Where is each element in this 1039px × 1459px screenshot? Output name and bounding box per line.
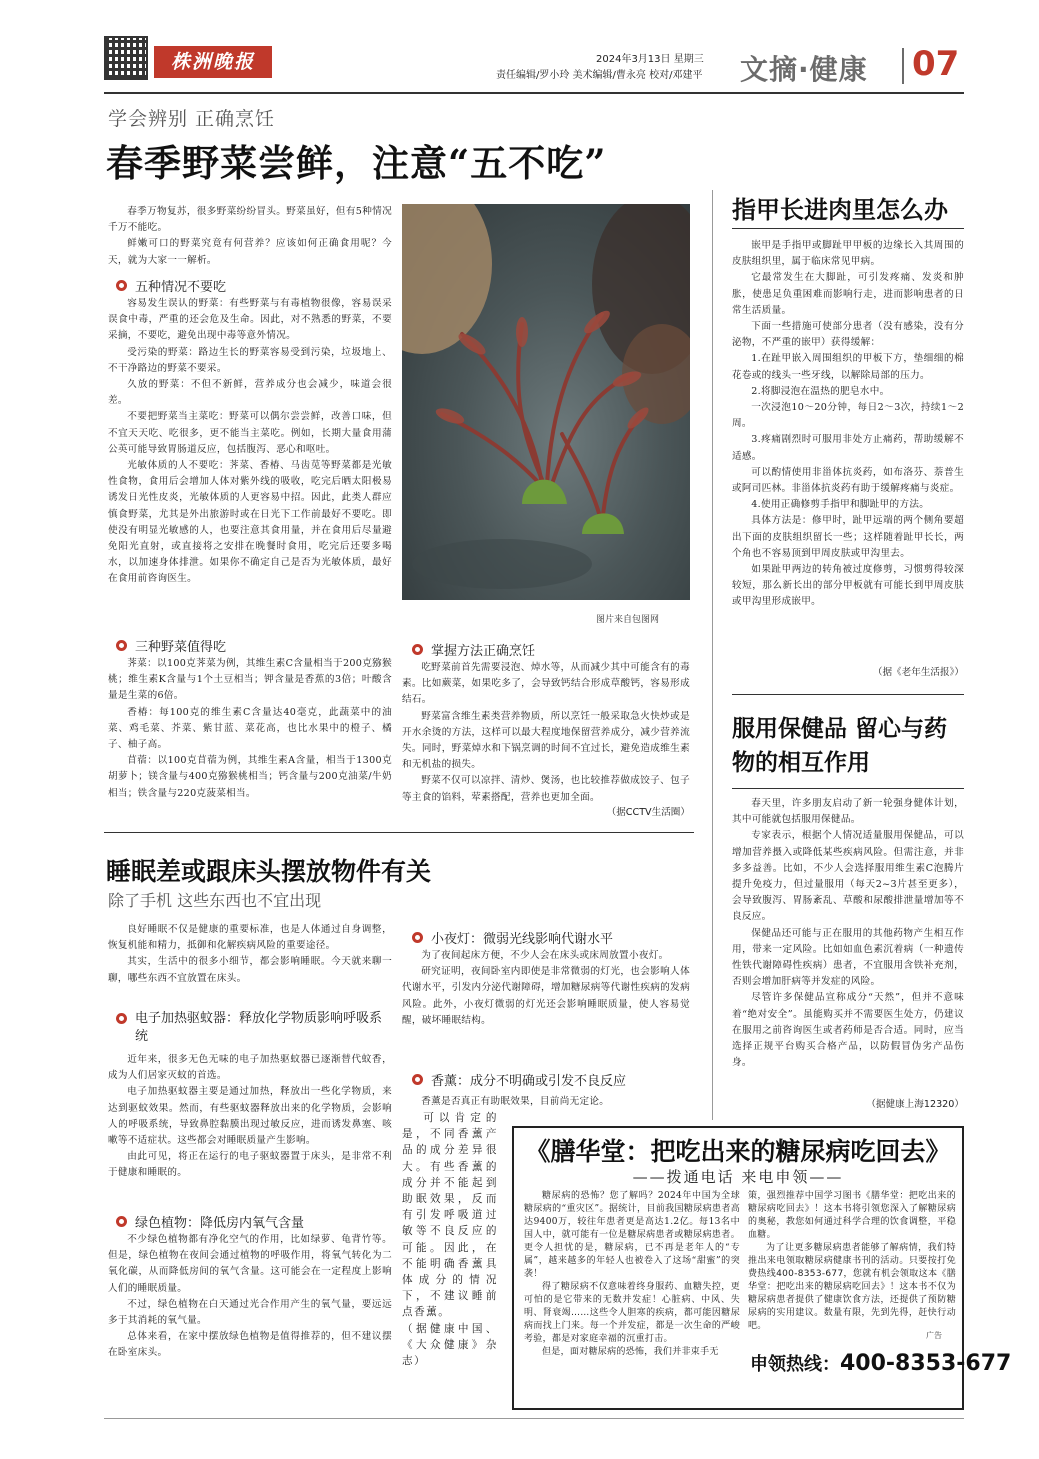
ring-bullet-icon [116,1013,127,1024]
nail-p8: 可以酌情使用非甾体抗炎药，如布洛芬、萘普生或阿司匹林。非甾体抗炎药有助于缓解疼痛与炎症。 [732,466,964,495]
sleep-sec3-title: 小夜灯：微弱光线影响代谢水平 [431,932,614,947]
sleep-sec2-p3: 总体来看，在家中摆放绿色植物是值得推荐的，但不建议摆在卧室床头。 [108,1331,392,1359]
editor-credits: 责任编辑/罗小玲 美术编辑/曹永亮 校对/邓建平 [496,70,703,81]
sleep-intro-p1: 良好睡眠不仅是健康的重要标准，也是人体通过自身调整，恢复机能和精力，抵御和化解疾病风险的重要途径。 [108,924,392,952]
main-title: 春季野菜尝鲜，注意“五不吃” [106,141,607,185]
ad-left-p2: 得了糖尿病不仅意味着终身服药、血糖失控，更可怕的是它带来的无数并发症！心脏病、中风、失明、肾衰竭……这些令人胆寒的疾病，都可能因糖尿病而找上门来。每一个并发症，都是一次生命的严峻考验，都是对家庭幸福的沉重打击。 [524,1282,740,1344]
health-p3: 保健品还可能与正在服用的其他药物产生相互作用，带来一定风险。比如如血色素沉着病（一种遗传性铁代谢障碍性疾病）患者，不宜服用含铁补充剂，否则会增加肝病等并发症的风险。 [732,927,964,988]
header-rule [104,92,964,94]
main-sec1-p2: 受污染的野菜：路边生长的野菜容易受到污染，垃圾地上、不干净路边的野菜不要采。 [108,346,392,374]
masthead-logo: 株洲晚报 [154,46,272,78]
main-sec3-body [402,660,690,806]
ring-bullet-icon [116,280,127,291]
main-sec2-head [116,636,226,655]
health-source: （据健康上海12320） [866,1099,964,1110]
sleep-sec4-col-p: 可以肯定的是，不同香薰产品的成分差异很大。有些香薰的成分并不能起到助眠效果，反而有引发呼吸道过敏等不良反应的可能。因此，在不能明确香薰具体成分的情况下，不建议睡前点香薰。 [402,1112,498,1319]
issue-date: 2024年3月13日 星期三 [596,54,704,65]
sleep-sec3-head [412,928,613,947]
main-sec1-body [108,296,392,588]
sleep-source: （据健康中国、《大众健康》杂志） [402,1322,498,1368]
sleep-sec1-p3: 由此可见，将正在运行的电子驱蚊器置于床头，是非常不利于健康和睡眠的。 [108,1151,392,1179]
health-title: 服用保健品 留心与药物的相互作用 [732,715,948,776]
main-sec2-p1: 荠菜：以100克荠菜为例，其维生素C含量相当于200克猕猴桃；维生素K含量与1个土豆相当；钾含量是香蕉的3倍；叶酸含量是生菜的6倍。 [108,658,392,702]
footer-rule [104,1418,964,1419]
sleep-title: 睡眠差或跟床头摆放物件有关 [106,857,432,886]
sleep-sec4-head [412,1070,626,1089]
ring-bullet-icon [412,932,423,943]
sleep-sec2-title: 绿色植物：降低房内氧气含量 [135,1216,305,1231]
sleep-subtitle: 除了手机 这些东西也不宜出现 [108,891,322,910]
ad-left-p1: 糖尿病的恐怖？您了解吗？2024年中国为全球糖尿病的“重灾区”。据统计，目前我国糖尿病患者高达9400万，较往年患者更是高达1.2亿。每13名中国人中，就可能有一位是糖尿病患者或糖尿病患者。更令人担忧的是，糖尿病，已不再是老年人的“专属”，越来越多的年轻人也被卷入了这场“甜蜜”的突袭！ [524,1191,740,1279]
main-sec1-p5: 光敏体质的人不要吃：荠菜、香椿、马齿苋等野菜都是光敏性食物，食用后会增加人体对紫外线的吸收，吃完后晒太阳极易诱发日光性皮炎，光敏体质的人更容易中招。因此，此类人群应慎食野菜，尤其是外出旅游时或在日光下工作前最好不要吃。即使没有明显光敏感的人，也要注意其食用量，并在食用后尽量避免阳光直射，或直接将之安排在晚餐时食用，吃完后还要多喝水，以加速身体排泄。如果你不确定自己是否为光敏体质，最好在食用前咨询医生。 [108,460,392,585]
nail-p10: 具体方法是：修甲时，趾甲远端的两个侧角要超出下面的皮肤组织留长一些；这样随着趾甲长长，两个角也不容易顶到甲周皮肤或甲沟里去。 [732,515,964,559]
sleep-sec2-p2: 不过，绿色植物在白天通过光合作用产生的氧气量，要远远多于其消耗的氧气量。 [108,1298,392,1327]
main-sec2-p2: 香椿：每100克的维生素C含量达40毫克，此蔬菜中的油菜、鸡毛菜、芥菜、紫甘蓝、菜花高，也比水果中的橙子、橘子、柚子高。 [108,706,392,751]
main-source: （据CCTV生活圈） [606,807,690,818]
ring-bullet-icon [412,644,423,655]
nail-p7: 3.疼痛剧烈时可服用非处方止痛药，帮助缓解不适感。 [732,434,964,462]
main-sec1-p3: 久放的野菜：不但不新鲜，营养成分也会减少，味道会很差。 [108,379,392,407]
sleep-sec1-p2: 电子加热驱蚊器主要是通过加热，释放出一些化学物质，来达到驱蚊效果。然而，有些驱蚊器释放出来的化学物质，会影响人的呼吸系统，导致鼻腔黏膜出现过敏反应，进而诱发鼻塞、咳嗽等不适症状。这些都会对睡眠质量产生影响。 [108,1086,392,1147]
sleep-sec1-p1: 近年来，很多无色无味的电子加热驱蚊器已逐渐替代蚊香，成为人们居家灭蚊的首选。 [108,1054,392,1082]
main-intro-p1: 春季万物复苏，很多野菜纷纷冒头。野菜虽好，但有5种情况千万不能吃。 [108,206,392,234]
nail-p6: 一次浸泡10～20分钟，每日2～3次，持续1～2周。 [732,402,964,430]
middle-rule [104,832,694,833]
sleep-sec3-p1: 为了夜间起床方便，不少人会在床头或床周放置小夜灯。 [421,950,669,961]
main-intro-p2: 鲜嫩可口的野菜究竟有何营养？应该如何正确食用呢？今天，就为大家一一解析。 [108,238,392,266]
health-title-rule [732,788,964,789]
nail-source: （据《老年生活报》） [872,667,964,678]
ad-mark: 广告 [926,1331,942,1340]
nail-p4: 1.在趾甲嵌入周围组织的甲板下方，垫细细的棉花卷或的线头一些牙线，以解除局部的压力。 [732,353,964,381]
ad-subtitle: ——拨通电话 来电申领—— [632,1168,844,1186]
main-sec1-p1: 容易发生误认的野菜：有些野菜与有毒植物很像，容易误采误食中毒，严重的还会危及生命。因此，对不熟悉的野菜，不要采摘，不要吃，避免出现中毒等意外情况。 [108,298,392,342]
sleep-sec1-body [108,1052,392,1182]
page-number: 07 [912,44,960,84]
main-sec2-body [108,656,392,802]
ring-bullet-icon [116,1216,127,1227]
hotline-label: 申领热线： [750,1354,840,1375]
qr-code-icon [104,36,148,80]
sleep-sec4-title: 香薰：成分不明确或引发不良反应 [431,1074,627,1089]
sleep-sec3-body [402,948,690,1029]
photo-credit: 图片来自包图网 [596,615,660,625]
sleep-sec1-head [116,1010,392,1046]
ad-right-p2: 为了让更多糖尿病患者能够了解病情，我们特推出来电领取糖尿病健康书刊的活动。只要按打免费热线400-8353-677，您就有机会领取这本《膳华堂：把吃出来的糖尿病吃回去》！这本书不仅为糖尿病患者提供了健康饮食方法，还提供了预防糖尿病的实用建议。数量有限，先到先得，赶快行动吧。 [748,1243,956,1331]
main-sec2-p3: 苜蓿：以100克苜蓿为例，其维生素A含量，相当于1300克胡萝卜；镁含量与400克猕猴桃相当；钙含量与200克油菜/牛奶相当；铁含量与220克菠菜相当。 [108,755,392,799]
sprout-illustration [402,204,690,600]
main-sec1-head [116,276,226,295]
nail-body [732,238,964,611]
ad-right-text [748,1190,956,1333]
nail-p3: 下面一些措施可使部分患者（没有感染，没有分泌物，不严重的嵌甲）获得缓解： [732,321,964,349]
ring-bullet-icon [116,640,127,651]
main-sec3-title: 掌握方法正确烹饪 [431,644,536,659]
nail-title-rule [732,228,964,229]
nail-p1: 嵌甲是手指甲或脚趾甲甲板的边缘长入其周围的皮肤组织里，属于临床常见甲病。 [732,240,964,268]
main-sec3-head [412,640,535,659]
main-sec2-title: 三种野菜值得吃 [135,640,227,655]
ring-bullet-icon [412,1074,423,1085]
sleep-sec3-p2: 研究证明，夜间卧室内即使是非常微弱的灯光，也会影响人体代谢水平，引发内分泌代谢障碍，增加糖尿病等代谢性疾病的发病风险。此外，小夜灯微弱的灯光还会影响睡眠质量，使人容易觉醒，破坏睡眠结构。 [402,966,690,1026]
nail-p9: 4.使用正确修剪手指甲和脚趾甲的方法。 [751,499,930,511]
nail-title: 指甲长进肉里怎么办 [732,195,948,224]
health-p1: 春天里，许多朋友启动了新一轮强身健体计划，其中可能就包括服用保健品。 [732,798,964,826]
hotline-number[interactable]: 400-8353-677 [840,1351,1012,1376]
main-sec3-p3: 野菜不仅可以凉拌、清炒、煲汤，也比较推荐做成饺子、包子等主食的馅料，荤素搭配，营养也更加全面。 [402,775,690,803]
toona-sprout-photo [402,204,690,600]
main-sec1-p4: 不要把野菜当主菜吃：野菜可以偶尔尝尝鲜，改善口味，但不宜天天吃、吃很多，更不能当主菜吃。例如，长期大量食用蒲公英可能导致胃肠道反应，包括腹泻、恶心和呕吐。 [108,411,392,455]
ad-hotline[interactable] [750,1350,1011,1376]
section-divider [902,48,904,84]
main-intro [108,204,392,269]
sleep-sec2-p1: 不少绿色植物都有净化空气的作用，比如绿萝、龟背竹等。但是，绿色植物在夜间会通过植物的呼吸作用，将氧气转化为二氧化碳，从而降低房间的氧气含量。这可能会在一定程度上影响人们的睡眠质量。 [108,1234,392,1294]
nail-p2: 它最常发生在大脚趾，可引发疼痛、发炎和肿胀，使患足负重困难而影响行走，进而影响患者的日常生活质量。 [732,272,964,316]
sleep-sec4-col [402,1110,498,1369]
ad-title: 《膳华堂：把吃出来的糖尿病吃回去》 [525,1137,951,1166]
column-divider [712,190,713,1120]
main-sec3-p1: 吃野菜前首先需要浸泡、焯水等，从而减少其中可能含有的毒素。比如蕨菜，如果吃多了，会导致钙结合形成草酸钙，容易形成结石。 [402,662,690,706]
sleep-sec1-title: 电子加热驱蚊器：释放化学物质影响呼吸系统 [135,1011,383,1044]
nail-p11: 如果趾甲两边的转角被过度修剪，习惯剪得较深较短，那么新长出的部分甲板就有可能长到甲周皮肤或甲沟里形成嵌甲。 [732,564,964,608]
sleep-sec2-body [108,1232,392,1362]
sleep-sec2-head [116,1212,304,1231]
health-p2: 专家表示，根据个人情况适量服用保健品，可以增加营养摄入或降低某些疾病风险。但需注意，并非多多益善。比如，不少人会选择服用维生素C泡腾片提升免疫力，但过量服用（每天2~3片甚至更多），会导致腹泻、胃肠紊乱、草酸和尿酸排泄量增加等不良反应。 [732,830,964,923]
nail-p5: 2.将脚浸泡在温热的肥皂水中。 [751,385,890,397]
ad-left-p3: 但是，面对糖尿病的恐怖，我们并非束手无 [542,1347,719,1357]
section-name: 文摘·健康 [740,53,868,86]
health-p4: 尽管许多保健品宣称成分“天然”，但并不意味着“绝对安全”。虽能购买并不需要医生处方，仍建议在服用之前咨询医生或者药师是否合适。同时，应当选择正规平台购买合格产品，以防假冒伪劣产品伤身。 [732,992,964,1069]
main-sec1-title: 五种情况不要吃 [135,280,227,295]
nail-end-rule [732,694,964,695]
sleep-sec4-lead [402,1094,690,1110]
main-sec3-p2: 野菜富含维生素类营养物质，所以烹饪一般采取急火快炒或是开水余烫的方法，这样可以最大程度地保留营养成分，减少营养流失。同时，野菜焯水和下锅烹调的时间不宜过长，避免造成维生素和无机盐的损失。 [402,710,690,771]
sleep-intro-p2: 其实，生活中的很多小细节，都会影响睡眠。今天就来聊一聊，哪些东西不宜放置在床头。 [108,956,392,984]
ad-right-p1: 策，强烈推荐中国学习图书《膳华堂：把吃出来的糖尿病吃回去》！这本书将引领您深入了解糖尿病的奥秘，教您如何通过科学合理的饮食调整，平稳血糖。 [748,1191,956,1240]
sleep-intro [108,922,392,987]
health-body [732,796,964,1071]
ad-left-text [524,1190,740,1359]
sleep-sec4-lead-p: 香薰是否真正有助眠效果，目前尚无定论。 [421,1096,610,1107]
main-kicker: 学会辨别 正确烹饪 [108,108,276,130]
